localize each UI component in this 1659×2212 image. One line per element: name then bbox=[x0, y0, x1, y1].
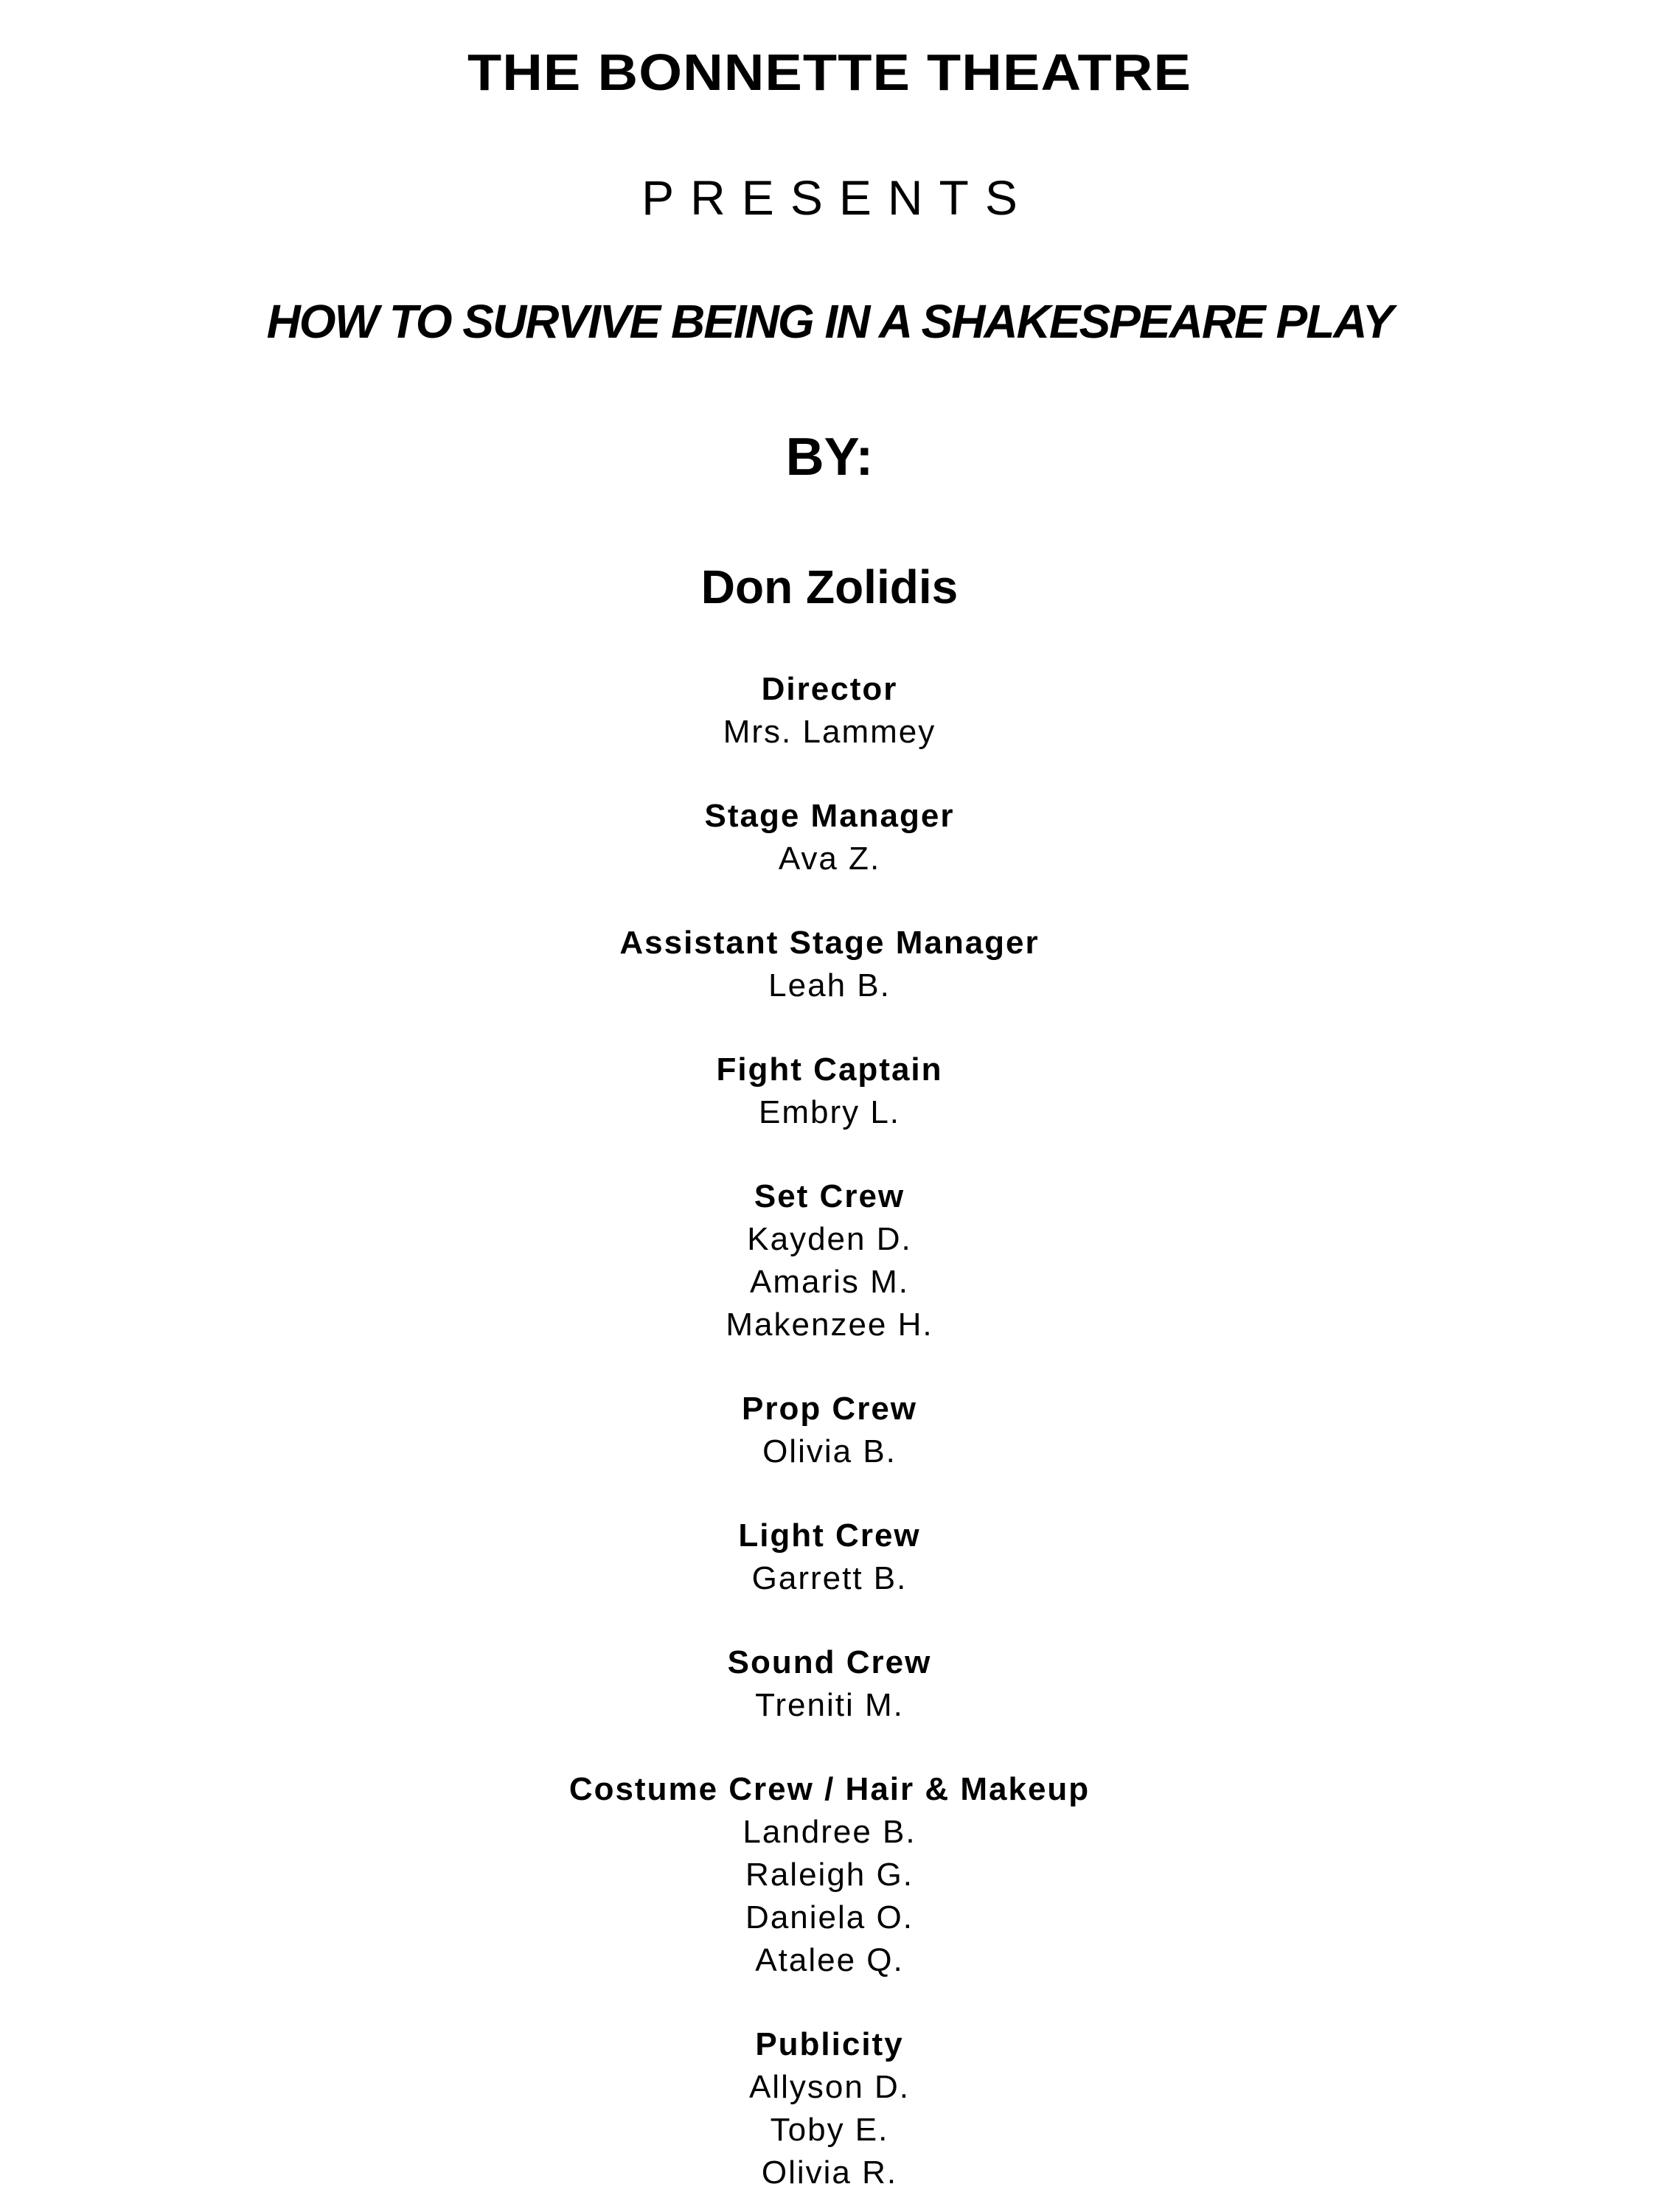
crew-list bbox=[0, 668, 1659, 2194]
crew-role bbox=[0, 795, 1659, 880]
role-member: Allyson D. bbox=[748, 2069, 911, 2105]
role-member: Leah B. bbox=[768, 967, 891, 1004]
crew-role bbox=[0, 1048, 1659, 1134]
theatre-name: THE BONNETTE THEATRE bbox=[467, 44, 1192, 101]
play-title: HOW TO SURVIVE BEING IN A SHAKESPEARE PLAY bbox=[266, 295, 1393, 348]
role-member: Treniti M. bbox=[755, 1687, 904, 1723]
crew-role bbox=[0, 668, 1659, 754]
role-member: Kayden D. bbox=[747, 1221, 912, 1257]
role-title: Stage Manager bbox=[704, 798, 955, 834]
role-member: Olivia R. bbox=[761, 2154, 898, 2191]
role-member: Atalee Q. bbox=[755, 1942, 904, 1978]
role-title: Costume Crew / Hair & Makeup bbox=[568, 1771, 1091, 1807]
role-title: Fight Captain bbox=[716, 1051, 943, 1088]
role-member: Landree B. bbox=[742, 1814, 917, 1850]
crew-role bbox=[0, 1641, 1659, 1727]
role-member: Raleigh G. bbox=[745, 1857, 914, 1893]
role-member: Ava Z. bbox=[778, 841, 881, 877]
role-title: Assistant Stage Manager bbox=[619, 925, 1040, 961]
role-member: Olivia B. bbox=[762, 1433, 897, 1470]
author-name: Don Zolidis bbox=[700, 560, 959, 613]
role-member: Mrs. Lammey bbox=[723, 714, 936, 750]
role-title: Prop Crew bbox=[741, 1391, 918, 1427]
crew-role bbox=[0, 1388, 1659, 1473]
role-member: Toby E. bbox=[770, 2112, 889, 2148]
crew-role bbox=[0, 2023, 1659, 2194]
by-label: BY: bbox=[785, 428, 874, 487]
role-title: Publicity bbox=[755, 2026, 904, 2062]
role-member: Garrett B. bbox=[751, 1560, 908, 1596]
role-member: Embry L. bbox=[758, 1094, 901, 1130]
crew-role bbox=[0, 1175, 1659, 1346]
role-title: Set Crew bbox=[754, 1178, 905, 1214]
crew-role bbox=[0, 1514, 1659, 1600]
role-member: Amaris M. bbox=[750, 1264, 909, 1300]
role-title: Director bbox=[761, 671, 898, 707]
crew-role bbox=[0, 922, 1659, 1007]
crew-role bbox=[0, 1768, 1659, 1982]
role-member: Makenzee H. bbox=[726, 1307, 933, 1343]
role-title: Sound Crew bbox=[727, 1644, 932, 1680]
role-title: Light Crew bbox=[738, 1517, 921, 1554]
presents-label: PRESENTS bbox=[641, 170, 1034, 225]
role-member: Daniela O. bbox=[745, 1899, 914, 1935]
